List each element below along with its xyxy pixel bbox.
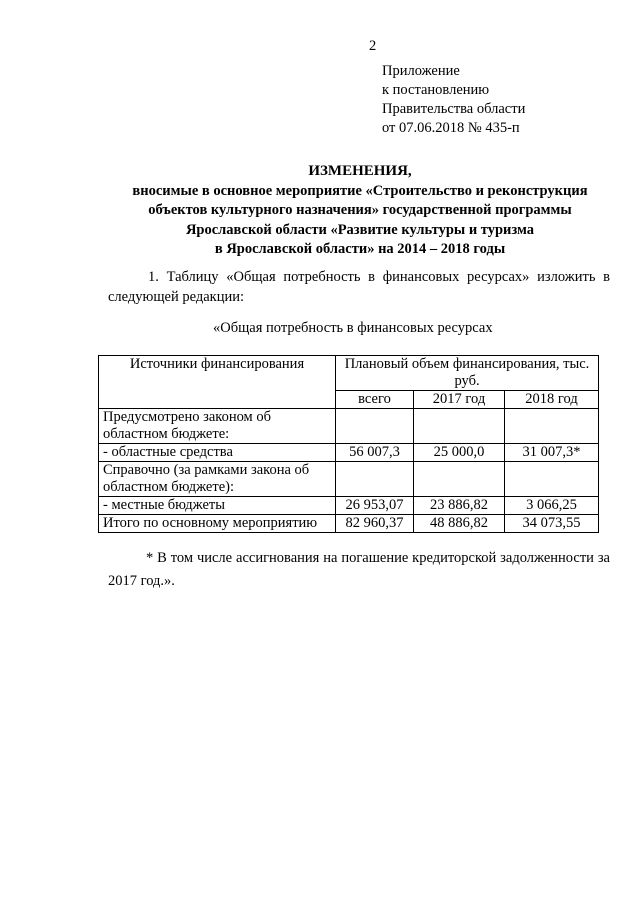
table-row <box>99 497 599 515</box>
row-label: - областные средства <box>99 444 336 462</box>
cell-2018: 3 066,25 <box>505 497 599 515</box>
cell-2018: 31 007,3* <box>505 444 599 462</box>
appendix-line: к постановлению <box>382 82 490 98</box>
footnote <box>108 547 610 593</box>
cell-total: 26 953,07 <box>336 497 414 515</box>
header-2017: 2017 год <box>414 391 505 409</box>
table-caption: «Общая потребность в финансовых ресурсах <box>213 320 493 336</box>
cell-2018 <box>505 409 599 444</box>
header-total: всего <box>336 391 414 409</box>
page-number: 2 <box>369 38 377 54</box>
cell-2017 <box>414 409 505 444</box>
header-2018: 2018 год <box>505 391 599 409</box>
table-header-row <box>99 356 599 391</box>
table-row <box>99 462 599 497</box>
heading-line: объектов культурного назначения» государственной программы <box>148 202 572 218</box>
table-row <box>99 409 599 444</box>
footnote-text: * В том числе ассигнования на погашение кредиторской задолженности за 2017 год.». <box>108 550 610 589</box>
heading-line: вносимые в основное мероприятие «Строительство и реконструкция <box>132 182 588 199</box>
paragraph-1 <box>108 267 610 307</box>
appendix-line: Приложение <box>382 63 460 79</box>
appendix-line: Правительства области <box>382 101 526 117</box>
financing-table <box>98 355 599 533</box>
cell-2018 <box>505 462 599 497</box>
heading-line: в Ярославской области» на 2014 – 2018 годы <box>214 241 506 257</box>
header-source: Источники финансирования <box>99 356 336 409</box>
cell-total <box>336 462 414 497</box>
cell-2018: 34 073,55 <box>505 515 599 533</box>
cell-2017: 23 886,82 <box>414 497 505 515</box>
cell-2017: 48 886,82 <box>414 515 505 533</box>
appendix-line: от 07.06.2018 № 435-п <box>382 120 520 136</box>
cell-2017 <box>414 462 505 497</box>
document-heading <box>60 162 640 260</box>
cell-total <box>336 409 414 444</box>
paragraph-1-text: 1. Таблицу «Общая потребность в финансовых ресурсах» изложить в следующей редакции: <box>108 269 610 305</box>
row-label: Предусмотрено законом об областном бюджете: <box>99 409 336 444</box>
row-label: Итого по основному мероприятию <box>99 515 336 533</box>
appendix-block <box>382 62 525 138</box>
row-label: - местные бюджеты <box>99 497 336 515</box>
cell-total: 82 960,37 <box>336 515 414 533</box>
table-row <box>99 515 599 533</box>
heading-title: ИЗМЕНЕНИЯ, <box>308 163 412 179</box>
row-label: Справочно (за рамками закона об областном бюджете): <box>99 462 336 497</box>
header-plan: Плановый объем финансирования, тыс. руб. <box>336 356 599 391</box>
cell-total: 56 007,3 <box>336 444 414 462</box>
table-row <box>99 444 599 462</box>
cell-2017: 25 000,0 <box>414 444 505 462</box>
heading-line: Ярославской области «Развитие культуры и туризма <box>185 221 535 238</box>
